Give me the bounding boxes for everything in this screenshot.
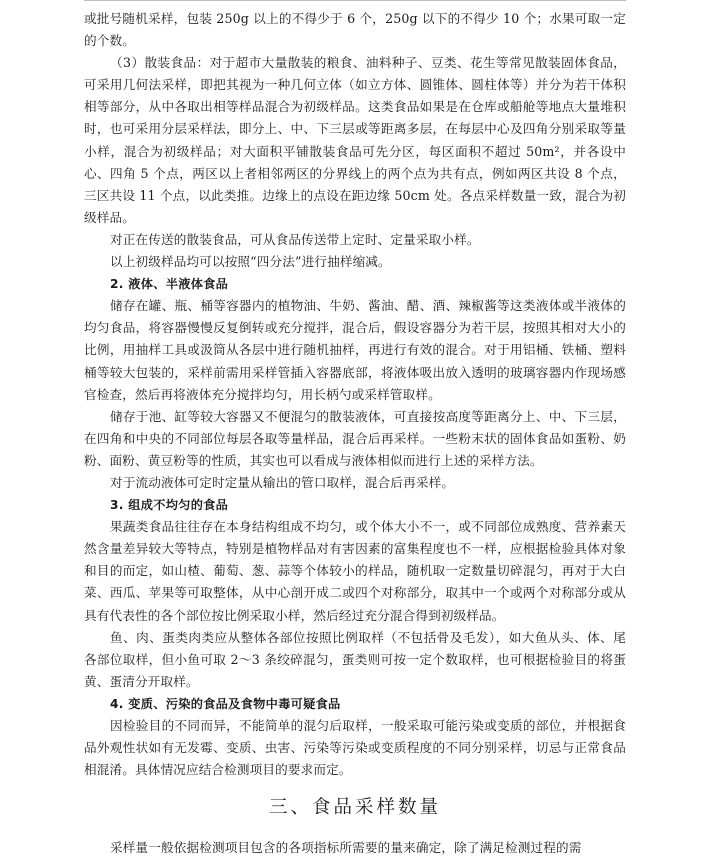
- heading-spoiled-food: 4. 变质、污染的食品及食物中毒可疑食品: [110, 696, 341, 711]
- paragraph-quartering: 以上初级样品均可以按照“四分法”进行抽样缩减。: [110, 254, 391, 270]
- section-gap: [84, 821, 626, 837]
- paragraph-conveyor: 对正在传送的散装食品，可从食品传送带上定时、定量采取小样。: [110, 231, 480, 247]
- heading-uneven-food: 3. 组成不均匀的食品: [110, 498, 229, 513]
- paragraph-liquid-containers: 储存在罐、瓶、桶等容器内的植物油、牛奶、酱油、醋、酒、辣椒酱等这类液体或半液体的均匀食品，将容器慢慢反复倒转或充分搅拌，混合后，假设容器分为若干层，按照其相对大小的比例，用抽样工具或汲筒从各层中进行随机抽样，再进行有效的混合。对于用铝桶、铁桶、塑料桶等较大包装的，采样前需用采样管插入容器底部，将液体吸出放入透明的玻璃容器内作现场感官检查，然后再将液体充分搅拌均匀，用长柄勺或采样管取样。: [84, 298, 626, 402]
- paragraph-liquid-pools: 储存于池、缸等较大容器又不便混匀的散装液体，可直接按高度等距离分上、中、下三层，在四角和中央的不同部位每层各取等量样品，混合后再采样。一些粉末状的固体食品如蛋粉、奶粉、面粉、黄豆粉等的性质，其实也可以看成与液体相似而进行上述的采样方法。: [84, 408, 626, 468]
- top-rule: [84, 0, 626, 1]
- paragraph-continuation: 或批号随机采样，包装 250g 以上的不得少于 6 个，250g 以下的不得少 10 个；水果可取一定的个数。: [84, 11, 626, 49]
- page-content: [84, 8, 626, 859]
- paragraph-fruit-veg: 果蔬类食品往往存在本身结构组成不均匀，或个体大小不一，或不同部位成熟度、营养素天然含量差异较大等特点，特别是植物样品对有害因素的富集程度也不一样，应根据检验具体对象和目的而定，如山楂、葡萄、葱、蒜等个体较小的样品，随机取一定数量切碎混匀，再对于大白菜、西瓜、苹果等可取整体，从中心剖开成二或四个对称部分，取其中一个或两个对称部分或从具有代表性的各个部位按比例采取小样，然后经过充分混合得到初级样品。: [84, 519, 626, 623]
- paragraph-spoiled: 因检验目的不同而异，不能简单的混匀后取样，一般采取可能污染或变质的部位，并根据食品外观性状如有无发霉、变质、虫害、污染等污染或变质程度的不同分别采样，切忌与正常食品相混淆。具体情况应结合检测项目的要求而定。: [84, 718, 626, 778]
- heading-liquid-food: 2. 液体、半液体食品: [110, 277, 229, 292]
- paragraph-sampling-quantity: 采样量一般依据检测项目包含的各项指标所需要的量来确定，除了满足检测过程的需: [110, 840, 582, 856]
- paragraph-fish-meat-egg: 鱼、肉、蛋类肉类应从整体各部位按照比例取样（不包括骨及毛发），如大鱼从头、体、尾各部位取样，但小鱼可取 2～3 条绞碎混匀，蛋类则可按一定个数取样，也可根据检验目的将蛋黄、蛋清分开取样。: [84, 629, 626, 689]
- paragraph-bulk-food: （3）散装食品：对于超市大量散装的粮食、油料种子、豆类、花生等常见散装固体食品，可采用几何法采样，即把其视为一种几何立体（如立方体、圆锥体、圆柱体等）并分为若干体积相等部分，从中各取出相等样品混合为初级样品。这类食品如果是在仓库或船舱等地点大量堆积时，也可采用分层采样法，即分上、中、下三层或等距离多层，在每层中心及四角分别采取等量小样，混合为初级样品；对大面积平铺散装食品可先分区，每区面积不超过 50m²，并各设中心、四角 5 个点，两区以上者相邻两区的分界线上的两个点为共有点，例如两区共设 8 个点，三区共设 11 个点，以此类推。边缘上的点设在距边缘 50cm 处。各点采样数量一致，混合为初级样品。: [84, 55, 626, 225]
- section-title: 三、食品采样数量: [268, 797, 441, 819]
- paragraph-flowing-liquid: 对于流动液体可定时定量从输出的管口取样，混合后再采样。: [110, 474, 455, 490]
